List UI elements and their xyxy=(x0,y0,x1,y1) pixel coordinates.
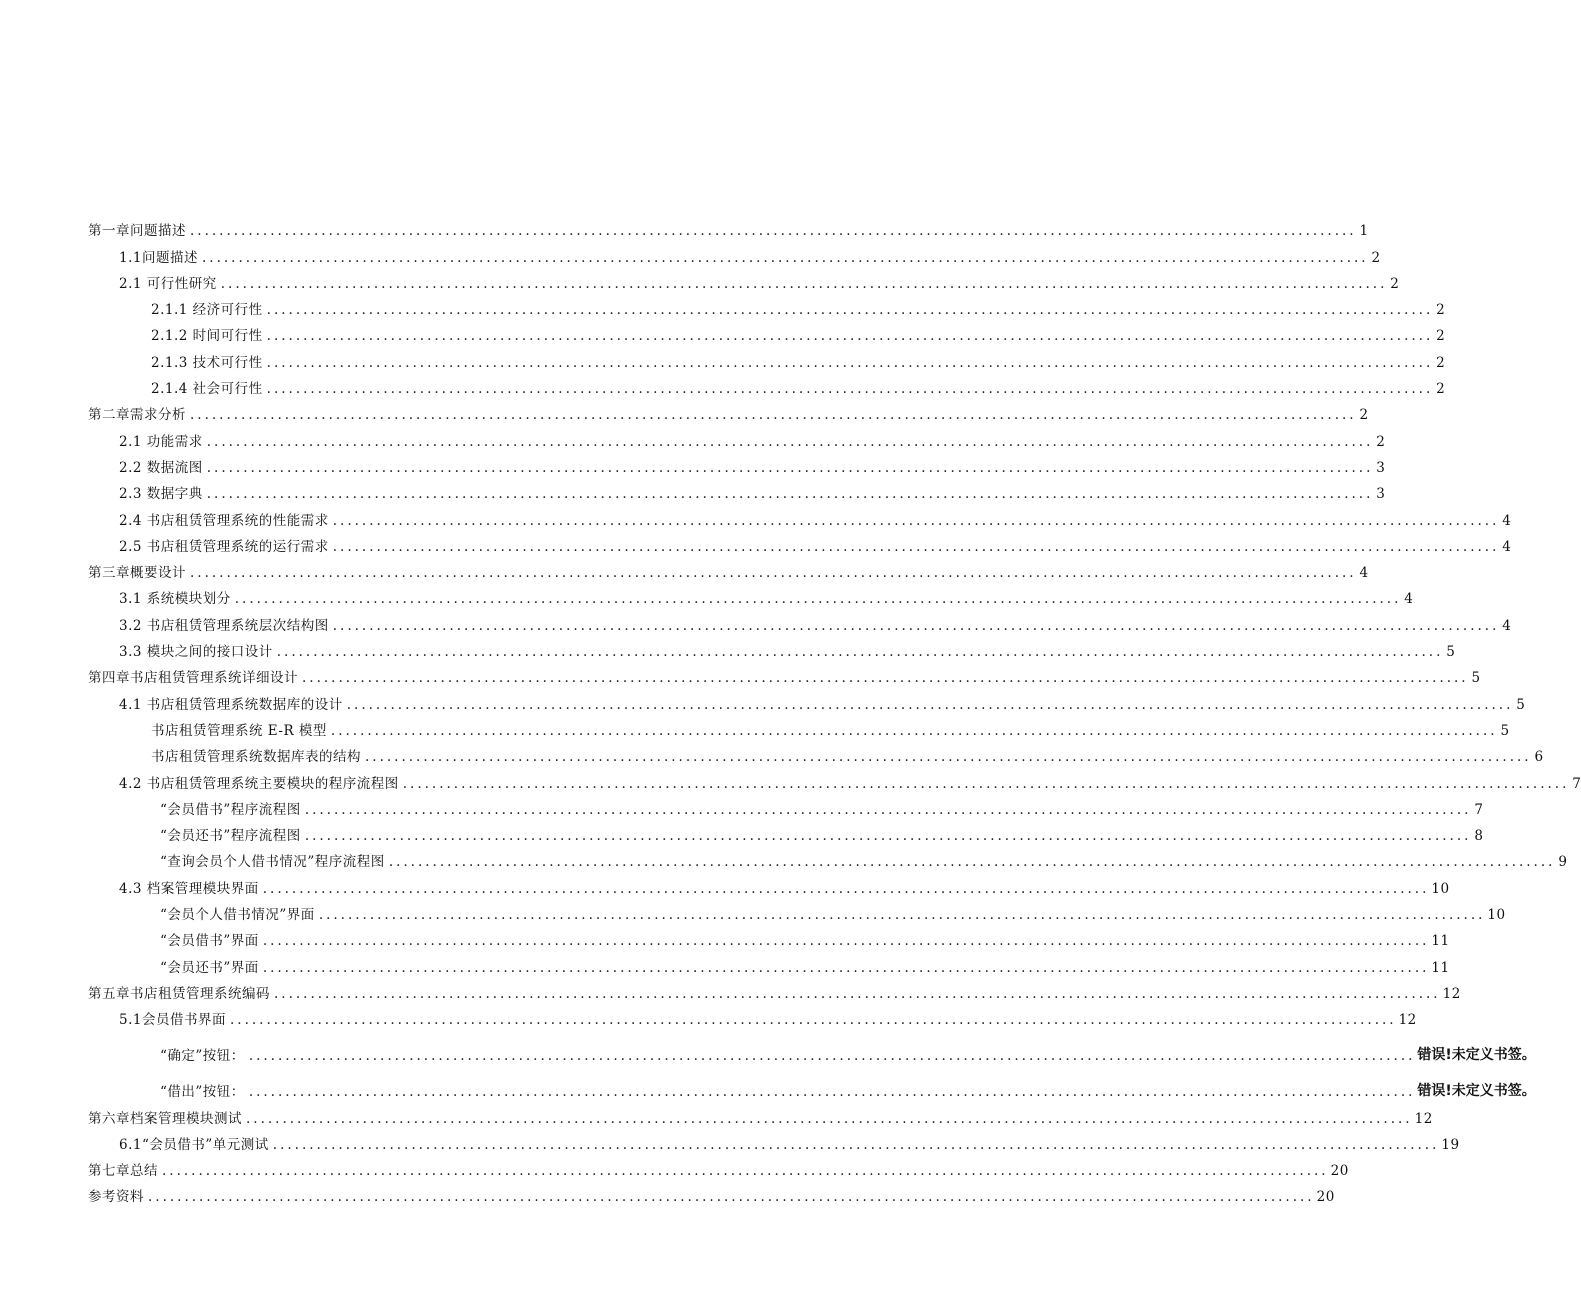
toc-entry-label: “查询会员个人借书情况”程序流程图 xyxy=(160,854,385,871)
toc-dot-leader: ................................................................................................................................................................ xyxy=(206,433,1374,450)
toc-entry-label: 参考资料 xyxy=(88,1189,144,1206)
toc-entry-label: 6.1“会员借书”单元测试 xyxy=(119,1136,269,1153)
toc-entry[interactable] xyxy=(88,476,1386,503)
toc-entry[interactable] xyxy=(88,713,1510,739)
toc-dot-leader: ................................................................................................................................................................ xyxy=(266,328,1434,345)
toc-dot-leader: ................................................................................................................................................................ xyxy=(248,1084,1416,1101)
toc-dot-leader: ................................................................................................................................................................ xyxy=(206,486,1374,503)
toc-entry-page: 2 xyxy=(1371,249,1381,266)
toc-dot-leader: ................................................................................................................................................................ xyxy=(302,670,1469,687)
toc-entry-page: 10 xyxy=(1487,907,1506,924)
toc-dot-leader: ................................................................................................................................................................ xyxy=(276,644,1444,661)
toc-entry-page: 10 xyxy=(1431,880,1450,897)
toc-entry-page: 7 xyxy=(1572,775,1581,792)
toc-dot-leader: ................................................................................................................................................................ xyxy=(304,801,1472,818)
toc-entry[interactable] xyxy=(88,292,1446,319)
toc-entry-label: 2.2 数据流图 xyxy=(119,459,203,476)
toc-dot-leader: ................................................................................................................................................................ xyxy=(304,828,1472,845)
toc-entry[interactable] xyxy=(88,897,1506,924)
toc-entry-label: 第二章需求分析 xyxy=(88,407,186,424)
toc-entry-page: 4 xyxy=(1404,591,1414,608)
toc-entry-label: 第六章档案管理模块测试 xyxy=(88,1110,242,1127)
toc-entry-label: 第三章概要设计 xyxy=(88,565,186,582)
toc-entry-label: 2.4 书店租赁管理系统的性能需求 xyxy=(119,512,329,529)
toc-dot-leader: ................................................................................................................................................................ xyxy=(330,722,1498,739)
toc-dot-leader: ................................................................................................................................................................ xyxy=(272,1136,1440,1153)
toc-dot-leader: ................................................................................................................................................................ xyxy=(246,1110,1413,1127)
toc-entry-page: 5 xyxy=(1471,670,1481,687)
toc-entry[interactable] xyxy=(88,1127,1460,1153)
toc-dot-leader: ................................................................................................................................................................ xyxy=(206,459,1374,476)
toc-entry[interactable] xyxy=(88,607,1512,634)
toc-entry-label: “确定”按钮： xyxy=(160,1048,245,1065)
toc-entry[interactable] xyxy=(88,660,1481,687)
toc-entry-page: 11 xyxy=(1431,933,1450,950)
toc-dot-leader: ................................................................................................................................................................ xyxy=(266,354,1434,371)
toc-entry-page: 4 xyxy=(1502,538,1512,555)
toc-entry-label: 2.1.3 技术可行性 xyxy=(151,354,263,371)
toc-entry-label: 2.1 功能需求 xyxy=(119,433,203,450)
toc-bookmark-error: 错误!未定义书签。 xyxy=(1417,1083,1536,1100)
toc-entry[interactable] xyxy=(88,1028,1536,1065)
toc-dot-leader: ................................................................................................................................................................ xyxy=(402,775,1570,792)
toc-entry[interactable] xyxy=(88,344,1446,371)
table-of-contents xyxy=(88,213,1581,1206)
toc-entry-label: 4.3 档案管理模块界面 xyxy=(119,880,259,897)
toc-entry-label: 书店租赁管理系统数据库表的结构 xyxy=(151,749,361,766)
toc-entry[interactable] xyxy=(88,1153,1349,1180)
toc-entry-page: 20 xyxy=(1316,1189,1335,1206)
toc-entry-label: “会员还书”程序流程图 xyxy=(160,828,301,845)
toc-entry[interactable] xyxy=(88,870,1450,897)
toc-entry-page: 2 xyxy=(1436,328,1446,345)
toc-dot-leader: ................................................................................................................................................................ xyxy=(262,959,1430,976)
toc-entry[interactable] xyxy=(88,1100,1433,1127)
toc-entry[interactable] xyxy=(88,1064,1536,1101)
toc-entry-label: 2.1.2 时间可行性 xyxy=(151,328,263,345)
toc-dot-leader: ................................................................................................................................................................ xyxy=(365,749,1532,766)
toc-entry[interactable] xyxy=(88,1179,1335,1206)
toc-dot-leader: ................................................................................................................................................................ xyxy=(190,223,1357,240)
toc-entry-page: 9 xyxy=(1558,854,1568,871)
toc-entry-page: 8 xyxy=(1474,828,1484,845)
toc-entry[interactable] xyxy=(88,266,1400,292)
toc-entry[interactable] xyxy=(88,450,1386,476)
toc-entry-page: 19 xyxy=(1441,1136,1460,1153)
toc-entry[interactable] xyxy=(88,792,1484,818)
toc-entry[interactable] xyxy=(88,239,1381,266)
toc-entry[interactable] xyxy=(88,844,1568,871)
toc-dot-leader: ................................................................................................................................................................ xyxy=(162,1163,1329,1180)
toc-entry[interactable] xyxy=(88,371,1446,398)
toc-entry-page: 4 xyxy=(1502,512,1512,529)
toc-entry-label: 5.1会员借书界面 xyxy=(119,1012,226,1029)
toc-entry-page: 4 xyxy=(1359,565,1369,582)
toc-entry-page: 5 xyxy=(1446,644,1456,661)
toc-entry-label: “会员借书”界面 xyxy=(160,933,259,950)
toc-entry-label: 4.2 书店租赁管理系统主要模块的程序流程图 xyxy=(119,775,399,792)
toc-entry-label: 2.3 数据字典 xyxy=(119,486,203,503)
toc-entry[interactable] xyxy=(88,765,1581,792)
toc-entry-label: “借出”按钮： xyxy=(160,1084,245,1101)
toc-dot-leader: ................................................................................................................................................................ xyxy=(388,854,1556,871)
toc-entry-label: 2.1 可行性研究 xyxy=(119,275,217,292)
toc-entry[interactable] xyxy=(88,502,1512,529)
toc-entry-label: 第七章总结 xyxy=(88,1163,158,1180)
toc-entry-label: 3.1 系统模块划分 xyxy=(119,591,231,608)
toc-entry-page: 20 xyxy=(1330,1163,1349,1180)
toc-entry[interactable] xyxy=(88,686,1526,713)
toc-dot-leader: ................................................................................................................................................................ xyxy=(318,907,1486,924)
toc-entry-page: 3 xyxy=(1376,459,1386,476)
toc-entry[interactable] xyxy=(88,1002,1417,1029)
toc-entry-page: 2 xyxy=(1436,381,1446,398)
toc-entry[interactable] xyxy=(88,581,1414,608)
toc-entry[interactable] xyxy=(88,529,1512,555)
toc-entry-label: “会员个人借书情况”界面 xyxy=(160,907,315,924)
toc-entry[interactable] xyxy=(88,949,1450,976)
toc-entry-page: 3 xyxy=(1376,486,1386,503)
toc-dot-leader: ................................................................................................................................................................ xyxy=(332,617,1500,634)
toc-entry-page: 12 xyxy=(1398,1012,1417,1029)
toc-dot-leader: ................................................................................................................................................................ xyxy=(262,880,1430,897)
toc-dot-leader: ................................................................................................................................................................ xyxy=(234,591,1402,608)
toc-entry[interactable] xyxy=(88,818,1484,845)
toc-entry[interactable] xyxy=(88,555,1369,582)
toc-dot-leader: ................................................................................................................................................................ xyxy=(148,1189,1315,1206)
toc-entry-page: 2 xyxy=(1376,433,1386,450)
toc-entry[interactable] xyxy=(88,976,1461,1002)
toc-entry-label: “会员还书”界面 xyxy=(160,959,259,976)
toc-entry-page: 12 xyxy=(1414,1110,1433,1127)
toc-entry-page: 12 xyxy=(1442,985,1461,1002)
toc-entry-label: 2.1.1 经济可行性 xyxy=(151,302,263,319)
toc-dot-leader: ................................................................................................................................................................ xyxy=(229,1012,1397,1029)
toc-entry[interactable] xyxy=(88,397,1369,424)
toc-dot-leader: ................................................................................................................................................................ xyxy=(346,696,1514,713)
toc-dot-leader: ................................................................................................................................................................ xyxy=(266,302,1434,319)
toc-entry-label: 第一章问题描述 xyxy=(88,223,186,240)
toc-entry-page: 5 xyxy=(1516,696,1526,713)
toc-entry[interactable] xyxy=(88,923,1450,950)
toc-dot-leader: ................................................................................................................................................................ xyxy=(220,275,1388,292)
toc-entry-page: 7 xyxy=(1474,801,1484,818)
toc-entry-page: 2 xyxy=(1436,354,1446,371)
toc-entry-label: 第四章书店租赁管理系统详细设计 xyxy=(88,670,298,687)
toc-bookmark-error: 错误!未定义书签。 xyxy=(1417,1047,1536,1064)
toc-dot-leader: ................................................................................................................................................................ xyxy=(190,407,1357,424)
toc-entry-page: 11 xyxy=(1431,959,1450,976)
toc-entry[interactable] xyxy=(88,634,1456,661)
toc-entry-label: “会员借书”程序流程图 xyxy=(160,801,301,818)
toc-entry[interactable] xyxy=(88,739,1544,766)
toc-entry-label: 3.2 书店租赁管理系统层次结构图 xyxy=(119,617,329,634)
toc-entry-label: 第五章书店租赁管理系统编码 xyxy=(88,985,270,1002)
toc-entry-label: 4.1 书店租赁管理系统数据库的设计 xyxy=(119,696,343,713)
toc-entry-label: 书店租赁管理系统 E-R 模型 xyxy=(151,722,327,739)
toc-dot-leader: ................................................................................................................................................................ xyxy=(274,985,1441,1002)
toc-dot-leader: ................................................................................................................................................................ xyxy=(201,249,1369,266)
toc-dot-leader: ................................................................................................................................................................ xyxy=(190,565,1357,582)
toc-entry[interactable] xyxy=(88,318,1446,345)
toc-entry[interactable] xyxy=(88,213,1369,240)
toc-entry-page: 2 xyxy=(1390,275,1400,292)
toc-entry-label: 2.5 书店租赁管理系统的运行需求 xyxy=(119,538,329,555)
toc-dot-leader: ................................................................................................................................................................ xyxy=(332,538,1500,555)
toc-entry-page: 4 xyxy=(1502,617,1512,634)
toc-dot-leader: ................................................................................................................................................................ xyxy=(248,1048,1416,1065)
toc-entry-label: 1.1问题描述 xyxy=(119,249,198,266)
toc-dot-leader: ................................................................................................................................................................ xyxy=(266,381,1434,398)
toc-dot-leader: ................................................................................................................................................................ xyxy=(262,933,1430,950)
toc-entry-page: 1 xyxy=(1359,223,1369,240)
toc-entry-page: 2 xyxy=(1359,407,1369,424)
toc-entry-label: 2.1.4 社会可行性 xyxy=(151,381,263,398)
toc-entry-page: 2 xyxy=(1436,302,1446,319)
toc-entry-page: 6 xyxy=(1534,749,1544,766)
toc-entry-page: 5 xyxy=(1500,722,1510,739)
toc-entry[interactable] xyxy=(88,423,1386,450)
toc-dot-leader: ................................................................................................................................................................ xyxy=(332,512,1500,529)
toc-entry-label: 3.3 模块之间的接口设计 xyxy=(119,644,273,661)
